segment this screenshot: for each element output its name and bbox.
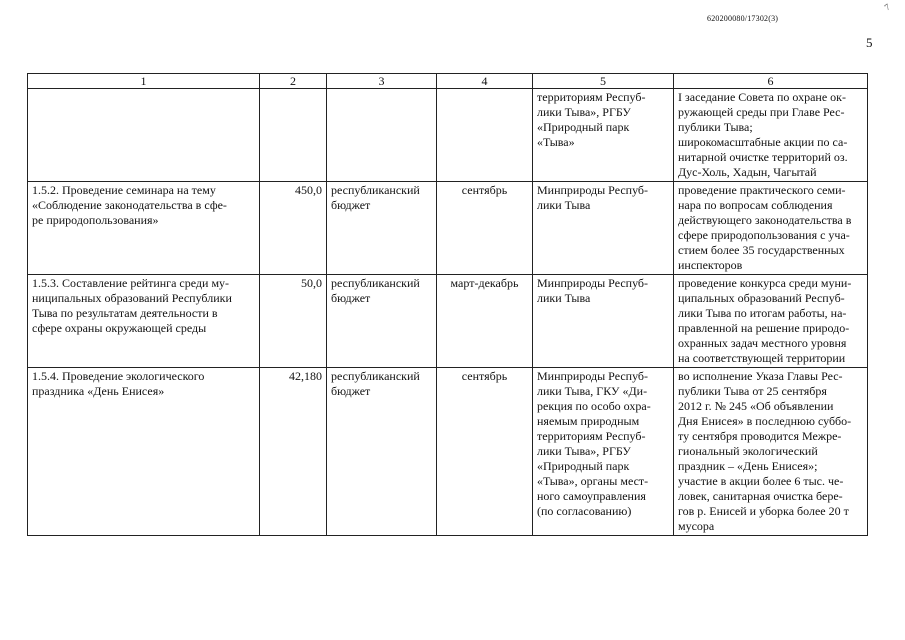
corner-mark: 7 — [882, 1, 892, 13]
table-row — [28, 368, 868, 536]
column-header: 5 — [533, 74, 674, 89]
result-cell: проведение практического семи- нара по вопросам соблюдения действующего законодательства в сфере природопользования с уча- стием более 35 государственных инспекторов — [674, 182, 868, 275]
table-row — [28, 275, 868, 368]
amount-cell: 450,0 — [260, 182, 327, 275]
column-header: 6 — [674, 74, 868, 89]
period-cell: сентябрь — [437, 368, 533, 536]
measure-cell: 1.5.4. Проведение экологического праздника «День Енисея» — [28, 368, 260, 536]
result-cell: во исполнение Указа Главы Рес- публики Тыва от 25 сентября 2012 г. № 245 «Об объявлении Дня Енисея» в последнюю суббо- ту сентября проводится Межре- гиональный экологический праздник – «День Енисея»; участие в акции более 6 тыс. че- ловек, санитарная очистка бере- гов р. Енисей и уборка более 20 т мусора — [674, 368, 868, 536]
funding-source-cell — [327, 89, 437, 182]
measures-table — [27, 73, 868, 536]
executor-cell: Минприроды Респуб- лики Тыва — [533, 182, 674, 275]
document-number: 620200080/17302(3) — [707, 14, 779, 23]
column-header: 1 — [28, 74, 260, 89]
column-header: 4 — [437, 74, 533, 89]
measure-cell: 1.5.3. Составление рейтинга среди му- ниципальных образований Республики Тыва по результатам деятельности в сфере охраны окружающей среды — [28, 275, 260, 368]
amount-cell: 50,0 — [260, 275, 327, 368]
funding-source-cell: республиканский бюджет — [327, 182, 437, 275]
amount-cell: 42,180 — [260, 368, 327, 536]
result-cell: проведение конкурса среди муни- ципальных образований Респуб- лики Тыва по итогам работы, на- правленной на решение природо- охранных задач местного уровня на соответствующей территории — [674, 275, 868, 368]
measure-cell: 1.5.2. Проведение семинара на тему «Соблюдение законодательства в сфе- ре природопользования» — [28, 182, 260, 275]
column-header: 2 — [260, 74, 327, 89]
executor-cell: территориям Респуб- лики Тыва», РГБУ «Природный парк «Тыва» — [533, 89, 674, 182]
period-cell: сентябрь — [437, 182, 533, 275]
period-cell — [437, 89, 533, 182]
amount-cell — [260, 89, 327, 182]
page-number: 5 — [866, 35, 873, 50]
column-header: 3 — [327, 74, 437, 89]
period-cell: март-декабрь — [437, 275, 533, 368]
measure-cell — [28, 89, 260, 182]
executor-cell: Минприроды Респуб- лики Тыва, ГКУ «Ди- рекция по особо охра- няемым природным территориям Респуб- лики Тыва», РГБУ «Природный парк «Тыва», органы мест- ного самоуправления (по согласованию) — [533, 368, 674, 536]
column-number-row — [28, 74, 868, 89]
funding-source-cell: республиканский бюджет — [327, 275, 437, 368]
executor-cell: Минприроды Респуб- лики Тыва — [533, 275, 674, 368]
table-row — [28, 182, 868, 275]
funding-source-cell: республиканский бюджет — [327, 368, 437, 536]
table-row — [28, 89, 868, 182]
result-cell: I заседание Совета по охране ок- ружающей среды при Главе Рес- публики Тыва; широкомасштабные акции по са- нитарной очистке территорий оз. Дус-Холь, Хадын, Чагытай — [674, 89, 868, 182]
